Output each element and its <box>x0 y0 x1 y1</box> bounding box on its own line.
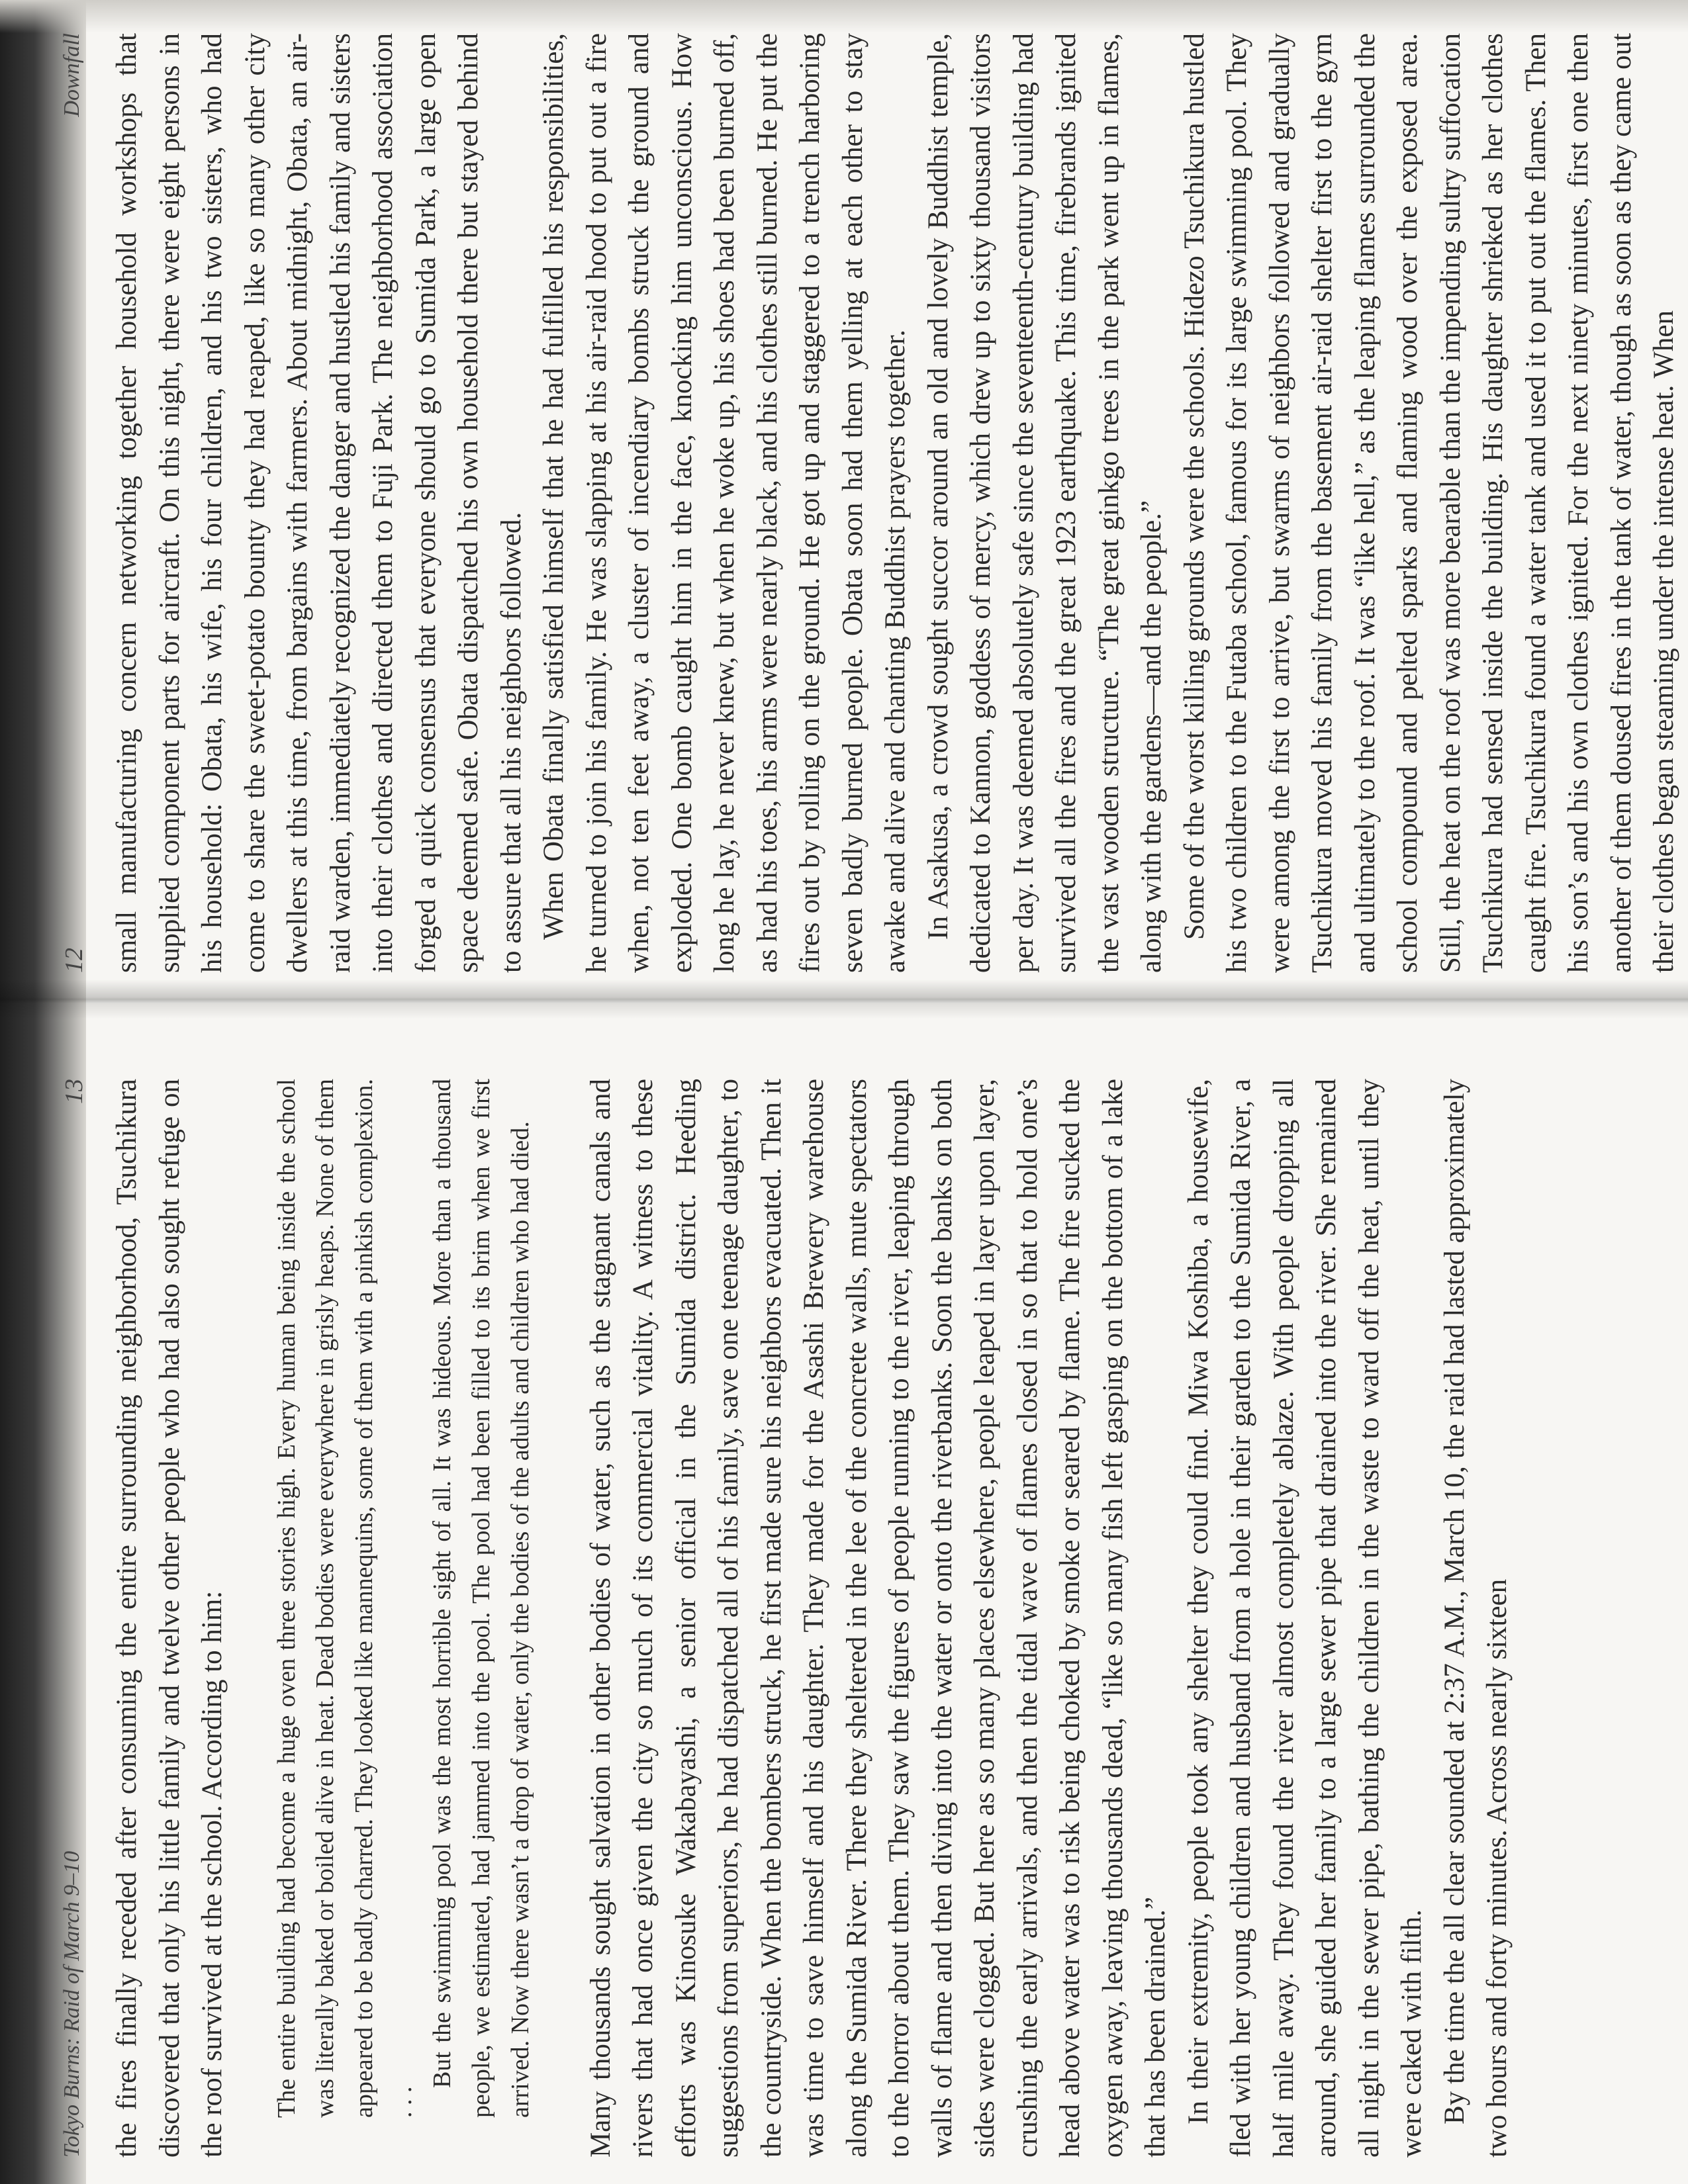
quote-paragraph-1: The entire building had become a huge oven three stories high. Every human being inside the school was literally baked or boiled alive in heat. Dead bodies were everywhere in grisly heaps. None of them appeared to be badly charred. They looked like mannequins, some of them with a pinkish complexion. . . . <box>272 1079 418 2118</box>
right-paragraph-2: In their extremity, people took any shelter they could find. Miwa Koshiba, a housewife, fled with her young children and husband from a hole in their garden to the Sumida River, a half mile away. They found the river almost completely ablaze. With people dropping all around, she guided her family to a large sewer pipe that drained into the river. She remained all night in the sewer pipe, bathing the children in the waste to ward off the heat, until they were caked with filth. <box>1182 1079 1428 2158</box>
quote-paragraph-2: But the swimming pool was the most horrible sight of all. It was hideous. More than a thousand people, we estimated, had jammed into the pool. The pool had been filled to its brim when we first arrived. Now there wasn’t a drop of water, only the bodies of the adults and children who had died. <box>428 1079 534 2118</box>
right-page-body-continued <box>580 1079 1519 2158</box>
left-running-head: Downfall <box>60 33 84 117</box>
left-page-number: 12 <box>60 948 88 973</box>
right-page <box>60 1079 1635 2158</box>
left-page <box>60 33 1679 973</box>
left-page-header <box>60 33 106 973</box>
right-page-body <box>106 1079 234 2158</box>
left-paragraph-4: Some of the worst killing grounds were the schools. Hidezo Tsuchikura hustled his two children to the Futaba school, famous for its large swimming pool. They were among the first to arrive, but swarms of neighbors followed and gradually Tsuchikura moved his family from the basement air-raid shelter first to the gym and ultimately to the roof. It was “like hell,” as the leaping flames surrounded the school compound and pelted sparks and flaming wood over the exposed area. Still, the heat on the roof was more bearable than the impending sultry suffocation Tsuchikura had sensed inside the building. His daughter shrieked as her clothes caught fire. Tsuchikura found a water tank and used it to put out the flames. Then his son’s and his own clothes ignited. For the next ninety minutes, first one then another of them doused fires in the tank of water, though as soon as they came out their clothes began steaming under the intense heat. When <box>1178 33 1679 973</box>
left-paragraph-3: In Asakusa, a crowd sought succor around an old and lovely Buddhist temple, dedicated to Kannon, goddess of mercy, which drew up to sixty thousand visitors per day. It was deemed absolutely safe since the seventeenth-century building had survived all the fires and the great 1923 earthquake. This time, firebrands ignited the vast wooden structure. “The great ginkgo trees in the park went up in flames, along with the gardens—and the people.” <box>922 33 1167 973</box>
left-paragraph-1: small manufacturing concern networking together household workshops that supplied component parts for aircraft. On this night, there were eight persons in his household: Obata, his wife, his four children, and his two sisters, who had come to share the sweet-potato bounty they had reaped, like so many other city dwellers at this time, from bargains with farmers. About midnight, Obata, an air-raid warden, immediately recognized the danger and hustled his family and sisters into their clothes and directed them to Fuji Park. The neighborhood association forged a quick consensus that everyone should go to Sumida Park, a large open space deemed safe. Obata dispatched his own household there but stayed behind to assure that all his neighbors followed. <box>111 33 527 973</box>
right-page-header <box>60 1079 106 2158</box>
scanner-shadow <box>0 0 1688 33</box>
block-quote <box>267 1079 540 2118</box>
right-paragraph-3: By the time the all clear sounded at 2:37 A.M., March 10, the raid had lasted approximately two hours and forty minutes. Across nearly sixteen <box>1438 1079 1513 2158</box>
right-paragraph-1: Many thousands sought salvation in other bodies of water, such as the stagnant canals and rivers that had once given the city so much of its commercial vitality. A witness to these efforts was Kinosuke Wakabayashi, a senior official in the Sumida district. Heeding suggestions from superiors, he had dispatched all of his family, save one teenage daughter, to the countryside. When the bombers struck, he first made sure his neighbors evacuated. Then it was time to save himself and his daughter. They made for the Asashi Brewery warehouse along the Sumida River. There they sheltered in the lee of the concrete walls, mute spectators to the horror about them. They saw the figures of people running to the river, leaping through walls of flame and then diving into the water or onto the riverbanks. Soon the banks on both sides were clogged. But here as so many places elsewhere, people leaped in layer upon layer, crushing the early arrivals, and then the tidal wave of flames closed in so that to hold one’s head above water was to risk being choked by smoke or seared by flame. The fire sucked the oxygen away, leaving thousands dead, “like so many fish left gasping on the bottom of a lake that has been drained.” <box>585 1079 1172 2158</box>
book-spine <box>0 979 1688 1019</box>
left-page-body <box>106 33 1686 973</box>
left-paragraph-2: When Obata finally satisfied himself that he had fulfilled his responsibilities, he turned to join his family. He was slapping at his air-raid hood to put out a fire when, not ten feet away, a cluster of incendiary bombs struck the ground and exploded. One bomb caught him in the face, knocking him unconscious. How long he lay, he never knew, but when he woke up, his shoes had been burned off, as had his toes, his arms were nearly black, and his clothes still burned. He put the fires out by rolling on the ground. He got up and staggered to a trench harboring seven badly burned people. Obata soon had them yelling at each other to stay awake and alive and chanting Buddhist prayers together. <box>538 33 911 973</box>
right-intro-paragraph: the fires finally receded after consuming the entire surrounding neighborhood, Tsuchikura discovered that only his little family and twelve other people who had also sought refuge on the roof survived at the school. According to him: <box>111 1079 228 2158</box>
right-page-number: 13 <box>60 1079 88 1104</box>
right-running-head: Tokyo Burns: Raid of March 9–10 <box>60 1850 84 2158</box>
